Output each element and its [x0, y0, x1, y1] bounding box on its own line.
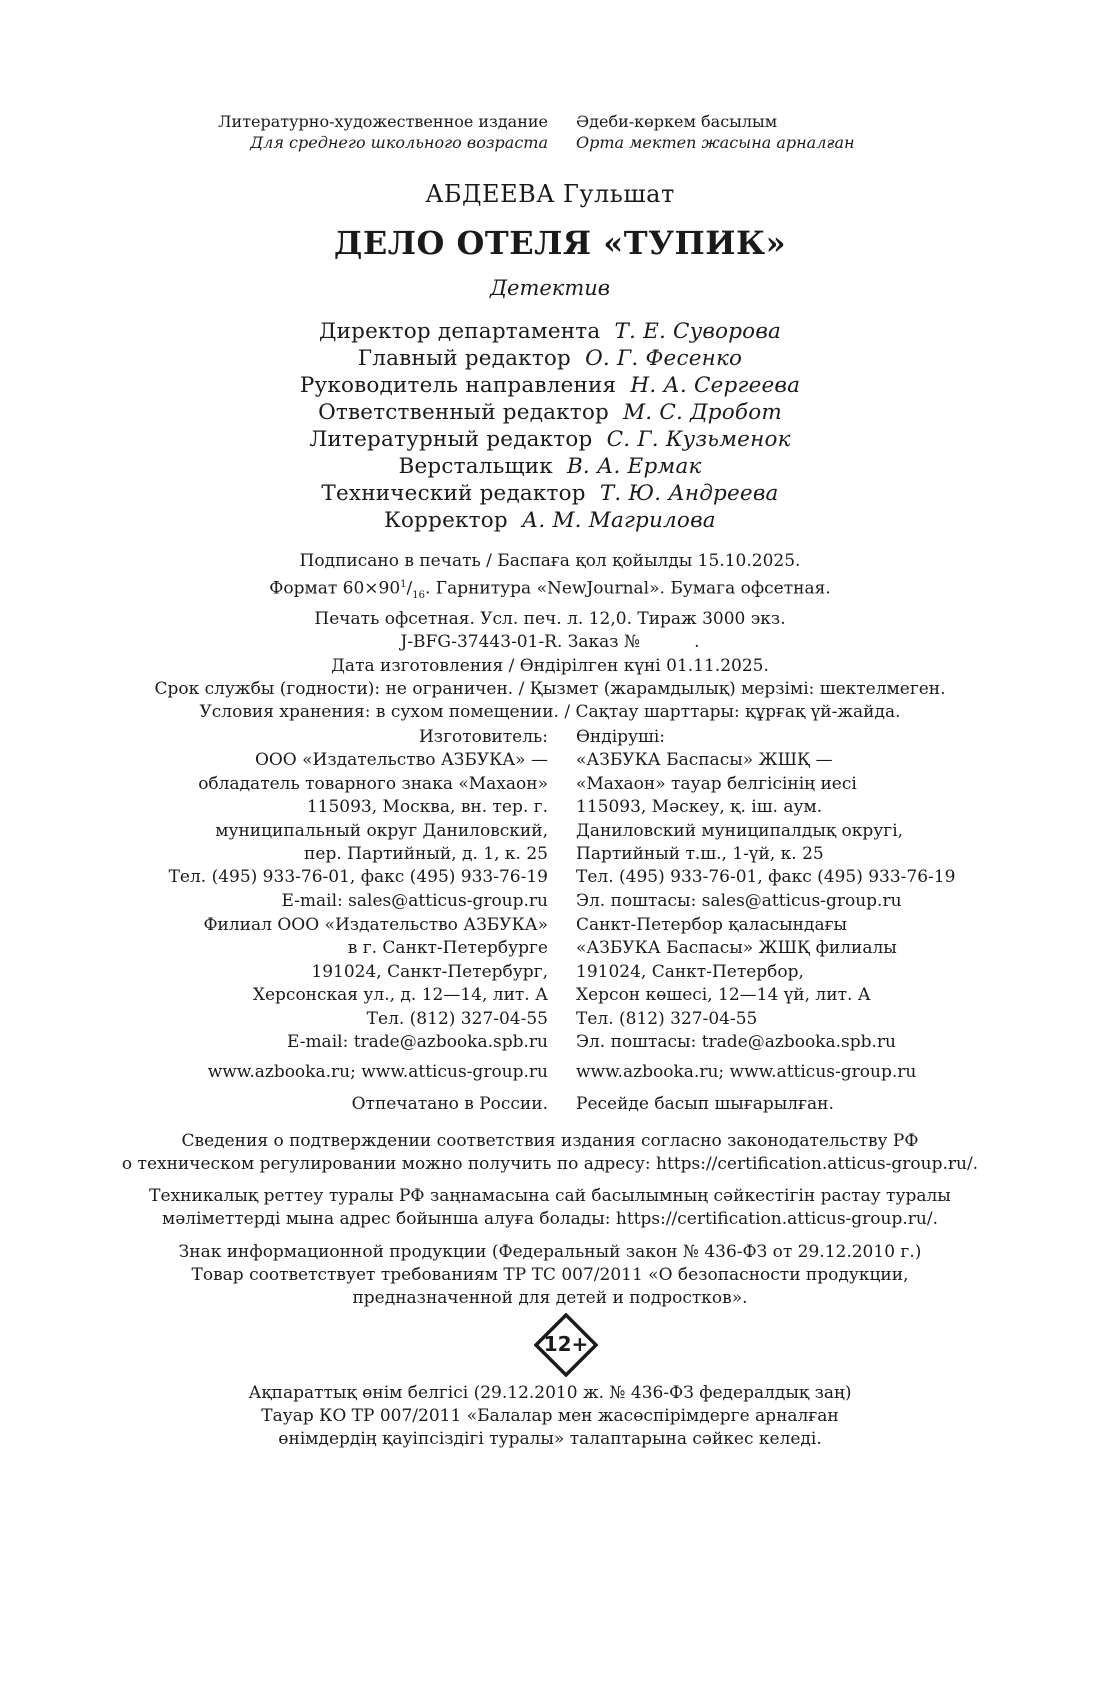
age-rating-badge [534, 1313, 598, 1377]
header-left-line1: Литературно-художественное издание [218, 112, 548, 131]
print-type-line: Печать офсетная. Усл. печ. л. 12,0. Тираж 3000 экз. [314, 608, 786, 629]
staff-role: Технический редактор [321, 481, 586, 506]
staff-role: Директор департамента [318, 319, 601, 344]
staff-role: Главный редактор [357, 346, 572, 371]
staff-name: Т. Ю. Андреева [599, 481, 779, 506]
certification-kz: Техникалық реттеу туралы РФ заңнамасына сай басылымның сәйкестігін растау туралы мәліметтерді мына адрес бойынша алуға болады: https://certification.atticus-group.ru/. [149, 1186, 951, 1229]
order-line: J-BFG-37443-01-R. Заказ № . [400, 632, 700, 653]
staff-role: Ответственный редактор [318, 400, 609, 425]
staff-row [0, 345, 1100, 372]
header-right-line1: Әдеби-көркем басылым [576, 112, 778, 131]
info-sign-kz: Ақпараттық өнім белгісі (29.12.2010 ж. № 436-ФЗ федералдық заң) Тауар КО ТР 007/2011 «Балалар мен жасөспірімдерге арналған өнімдердің қауіпсіздігі туралы» талаптарына сәйкес келеді. [248, 1383, 852, 1449]
staff-name: Т. Е. Суворова [614, 319, 782, 344]
format-line: Формат $60\times 90^1/_{16}$. Гарнитура «NewJournal». Бумага офсетная. [269, 579, 831, 602]
printed-kz: Ресейде басып шығарылған. [576, 1094, 834, 1114]
manufacturer-ru: Изготовитель: ООО «Издательство АЗБУКА» — обладатель товарного знака «Махаон» 115093, Москва, вн. тер. г. муниципальный округ Даниловский, пер. Партийный, д. 1, к. 25 Тел. (495) 933-76-01, факс (495) 933-76-19 E-mail: sales@atticus-group.ru [168, 727, 548, 911]
made-date-line: Дата изготовления / Өндірілген күні 01.11.2025. [331, 655, 769, 676]
staff-role: Корректор [384, 508, 508, 533]
header-right-line2: Орта мектеп жасына арналған [576, 133, 855, 152]
branch-ru: Филиал ООО «Издательство АЗБУКА» в г. Санкт-Петербурге 191024, Санкт-Петербург, Херсонская ул., д. 12—14, лит. А Тел. (812) 327-04-55 E-mail: trade@azbooka.spb.ru [203, 915, 548, 1053]
author-name: АБДЕЕВА Гульшат [425, 180, 675, 208]
book-title: ДЕЛО ОТЕЛЯ «ТУПИК» [333, 224, 787, 262]
manufacturer-kz: Өндіруші: «АЗБУКА Баспасы» ЖШҚ — «Махаон» тауар белгісінің иесі 115093, Мәскеу, қ. іш. аум. Даниловский муниципалдық округі, Партийный т.ш., 1-үй, к. 25 Тел. (495) 933-76-01, факс (495) 933-76-19 Эл. поштасы: sales@atticus-group.ru [576, 727, 956, 911]
printed-ru: Отпечатано в России. [351, 1094, 548, 1114]
staff-row [0, 399, 1100, 426]
genre: Детектив [489, 276, 611, 300]
staff-row [0, 453, 1100, 480]
print-info [0, 550, 1100, 725]
staff-row [0, 372, 1100, 399]
staff-role: Верстальщик [398, 454, 553, 479]
branch-kz: Санкт-Петербор қаласындағы «АЗБУКА Баспасы» ЖШҚ филиалы 191024, Санкт-Петербор, Херсон көшесі, 12—14 үй, лит. А Тел. (812) 327-04-55 Эл. поштасы: trade@azbooka.spb.ru [576, 915, 897, 1053]
staff-row [0, 426, 1100, 453]
certification-ru: Сведения о подтверждении соответствия издания согласно законодательству РФ о техническом регулировании можно получить по адресу: https://certification.atticus-group.ru/. [121, 1131, 979, 1174]
shelf-life-line: Срок службы (годности): не ограничен. / Қызмет (жарамдылық) мерзімі: шектелмеген. [154, 679, 946, 700]
staff-name: В. А. Ермак [566, 454, 702, 479]
staff-row [0, 318, 1100, 345]
web-ru: www.azbooka.ru; www.atticus-group.ru [207, 1062, 548, 1082]
staff-name: С. Г. Кузьменок [606, 427, 791, 452]
staff-role: Руководитель направления [299, 373, 617, 398]
web-kz: www.azbooka.ru; www.atticus-group.ru [576, 1062, 917, 1082]
storage-line: Условия хранения: в сухом помещении. / Сақтау шарттары: құрғақ үй-жайда. [199, 702, 901, 723]
staff-list [0, 318, 1100, 534]
staff-row [0, 480, 1100, 507]
header-left-line2: Для среднего школьного возраста [250, 133, 548, 152]
staff-name: М. С. Дробот [623, 400, 782, 425]
staff-name: О. Г. Фесенко [585, 346, 743, 371]
signed-line: Подписано в печать / Баспаға қол қойылды 15.10.2025. [299, 551, 801, 571]
staff-name: А. М. Магрилова [521, 508, 716, 533]
info-sign-ru: Знак информационной продукции (Федеральный закон № 436-ФЗ от 29.12.2010 г.) Товар соответствует требованиям ТР ТС 007/2011 «О безопасности продукции, предназначенной для детей и подростков». [178, 1242, 922, 1308]
staff-name: Н. А. Сергеева [630, 373, 801, 398]
staff-row [0, 507, 1100, 534]
staff-role: Литературный редактор [309, 427, 593, 452]
age-rating-text: 12+ [543, 1332, 589, 1356]
